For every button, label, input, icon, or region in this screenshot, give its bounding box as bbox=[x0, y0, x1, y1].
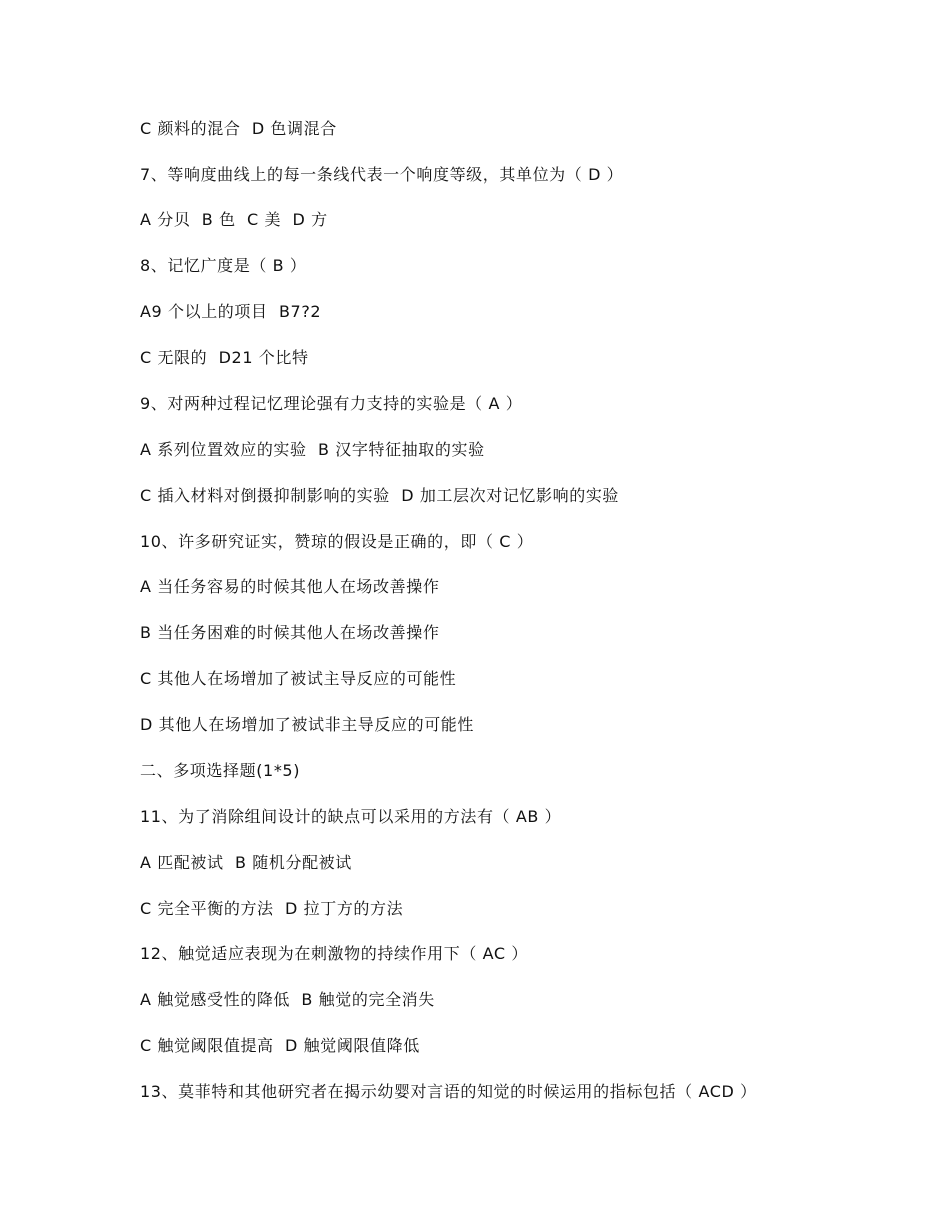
question-9-options-cd: C 插入材料对倒摄抑制影响的实验 D 加工层次对记忆影响的实验 bbox=[140, 486, 620, 505]
question-11-options-ab: A 匹配被试 B 随机分配被试 bbox=[140, 853, 352, 872]
question-10-option-c: C 其他人在场增加了被试主导反应的可能性 bbox=[140, 669, 457, 688]
question-10-option-b: B 当任务困难的时候其他人在场改善操作 bbox=[140, 623, 440, 642]
question-13: 13、莫菲特和其他研究者在揭示幼婴对言语的知觉的时候运用的指标包括（ ACD ） bbox=[140, 1082, 757, 1101]
question-8: 8、记忆广度是（ B ） bbox=[140, 256, 307, 275]
section-heading: 二、多项选择题(1*5) bbox=[140, 761, 301, 780]
question-12-options-ab: A 触觉感受性的降低 B 触觉的完全消失 bbox=[140, 990, 435, 1009]
question-10: 10、许多研究证实，赞琼的假设是正确的，即（ C ） bbox=[140, 532, 534, 551]
question-7: 7、等响度曲线上的每一条线代表一个响度等级，其单位为（ D ） bbox=[140, 165, 624, 184]
question-9-options-ab: A 系列位置效应的实验 B 汉字特征抽取的实验 bbox=[140, 440, 485, 459]
question-8-options-cd: C 无限的 D21 个比特 bbox=[140, 348, 309, 367]
question-10-option-d: D 其他人在场增加了被试非主导反应的可能性 bbox=[140, 715, 475, 734]
question-8-options-ab: A9 个以上的项目 B7?2 bbox=[140, 302, 322, 321]
question-12: 12、触觉适应表现为在刺激物的持续作用下（ AC ） bbox=[140, 944, 528, 963]
question-10-option-a: A 当任务容易的时候其他人在场改善操作 bbox=[140, 577, 440, 596]
question-7-options: A 分贝 B 色 C 美 D 方 bbox=[140, 210, 328, 229]
question-9: 9、对两种过程记忆理论强有力支持的实验是（ A ） bbox=[140, 394, 523, 413]
question-12-options-cd: C 触觉阈限值提高 D 触觉阈限值降低 bbox=[140, 1036, 420, 1055]
question-11: 11、为了消除组间设计的缺点可以采用的方法有（ AB ） bbox=[140, 807, 562, 826]
question-11-options-cd: C 完全平衡的方法 D 拉丁方的方法 bbox=[140, 899, 404, 918]
text-line: C 颜料的混合 D 色调混合 bbox=[140, 119, 337, 138]
